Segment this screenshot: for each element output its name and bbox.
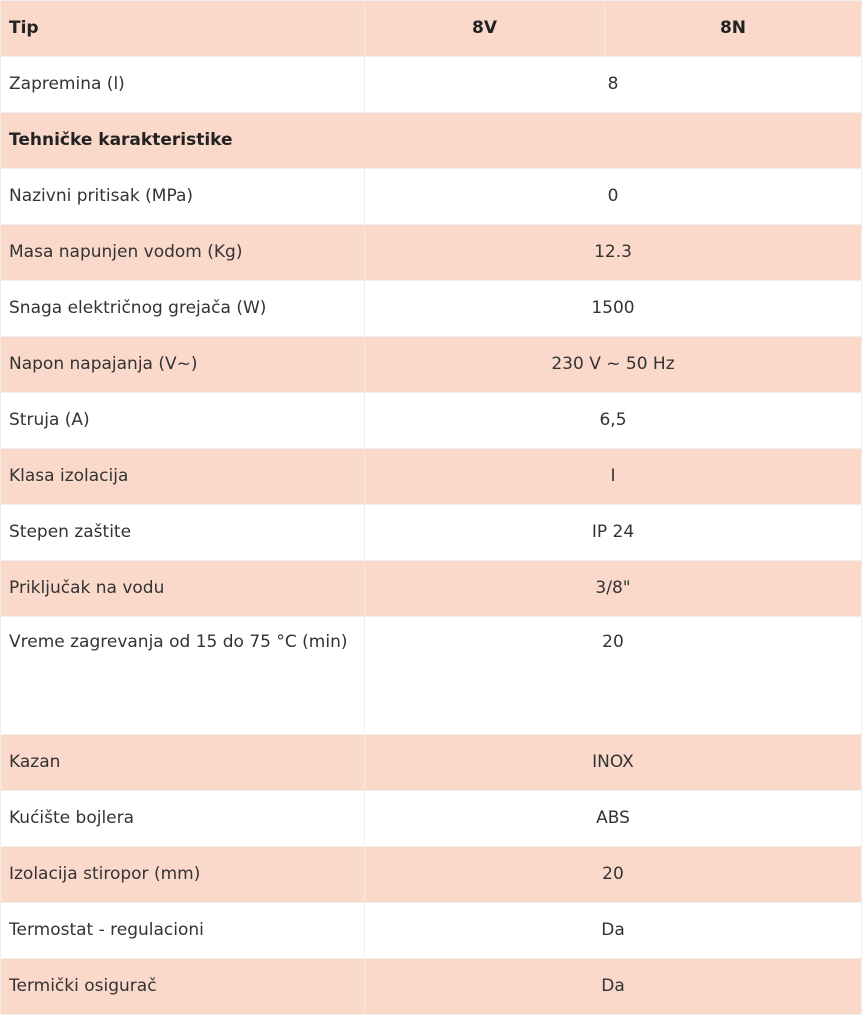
header-model-8v: 8V xyxy=(365,1,605,57)
table-row xyxy=(1,791,862,847)
row-value: IP 24 xyxy=(365,505,862,561)
row-value: 6,5 xyxy=(365,393,862,449)
row-value: 230 V ~ 50 Hz xyxy=(365,337,862,393)
row-label: Vreme zagrevanja od 15 do 75 °C (min) xyxy=(1,617,365,735)
table-row xyxy=(1,169,862,225)
table-row xyxy=(1,561,862,617)
table-row xyxy=(1,617,862,735)
table-row xyxy=(1,903,862,959)
table-row xyxy=(1,57,862,113)
table-row xyxy=(1,959,862,1015)
row-label: Struja (A) xyxy=(1,393,365,449)
row-value: Da xyxy=(365,903,862,959)
row-value: I xyxy=(365,449,862,505)
row-value: ABS xyxy=(365,791,862,847)
table-row xyxy=(1,847,862,903)
table-row xyxy=(1,735,862,791)
table-row xyxy=(1,393,862,449)
row-value: 3/8" xyxy=(365,561,862,617)
section-row xyxy=(1,113,862,169)
row-value: Da xyxy=(365,959,862,1015)
row-value: 0 xyxy=(365,169,862,225)
header-type: Tip xyxy=(1,1,365,57)
table-row xyxy=(1,505,862,561)
row-value: 8 xyxy=(365,57,862,113)
row-label: Termostat - regulacioni xyxy=(1,903,365,959)
row-label: Kazan xyxy=(1,735,365,791)
row-label: Masa napunjen vodom (Kg) xyxy=(1,225,365,281)
row-label: Priključak na vodu xyxy=(1,561,365,617)
row-label: Nazivni pritisak (MPa) xyxy=(1,169,365,225)
row-label: Stepen zaštite xyxy=(1,505,365,561)
row-label: Klasa izolacija xyxy=(1,449,365,505)
row-value: INOX xyxy=(365,735,862,791)
row-value: 12.3 xyxy=(365,225,862,281)
table-row xyxy=(1,281,862,337)
row-label: Izolacija stiropor (mm) xyxy=(1,847,365,903)
table-row xyxy=(1,225,862,281)
table-row xyxy=(1,337,862,393)
row-label: Napon napajanja (V~) xyxy=(1,337,365,393)
table-header-row xyxy=(1,1,862,57)
header-model-8n: 8N xyxy=(605,1,862,57)
row-label: Kućište bojlera xyxy=(1,791,365,847)
table-row xyxy=(1,449,862,505)
row-value: 20 xyxy=(365,847,862,903)
row-value: 20 xyxy=(365,617,862,735)
row-label: Termički osigurač xyxy=(1,959,365,1015)
row-label: Snaga električnog grejača (W) xyxy=(1,281,365,337)
row-label: Zapremina (l) xyxy=(1,57,365,113)
row-value: 1500 xyxy=(365,281,862,337)
section-title: Tehničke karakteristike xyxy=(1,113,862,169)
